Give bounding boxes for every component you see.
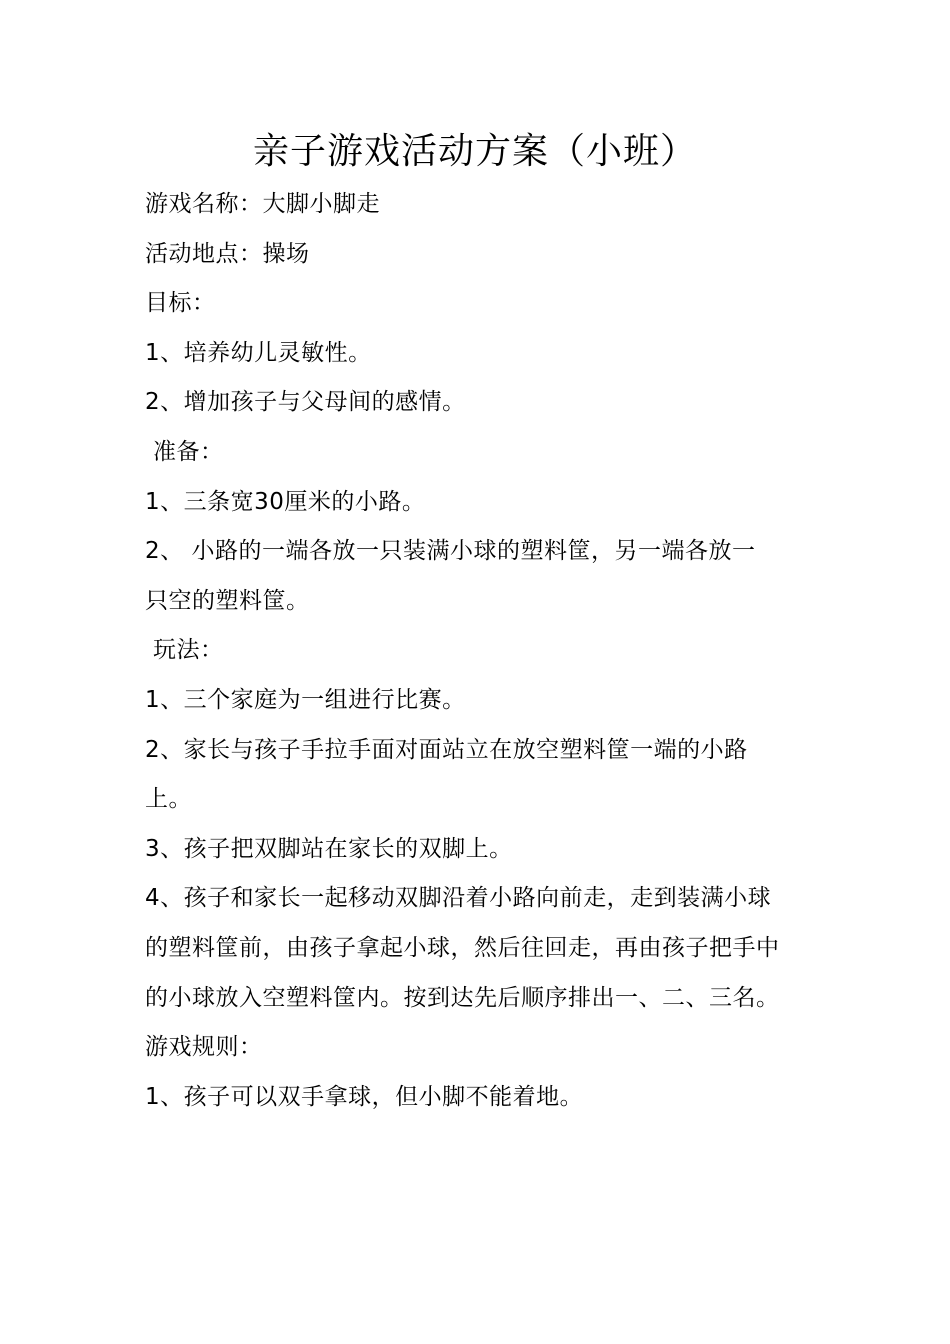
- game-name-line: 游戏名称：大脚小脚走: [145, 191, 380, 217]
- gameplay-item-4: 4、孩子和家长一起移动双脚沿着小路向前走，走到装满小球: [145, 885, 772, 912]
- gameplay-item-4-cont-1: 的塑料筐前，由孩子拿起小球，然后往回走，再由孩子把手中: [145, 934, 780, 961]
- goal-item-2: 2、增加孩子与父母间的感情。: [145, 389, 466, 416]
- document-body: [145, 180, 815, 1122]
- gameplay-item-2-cont: 上。: [145, 786, 192, 813]
- goal-item-1: 1、培养幼儿灵敏性。: [145, 339, 372, 366]
- preparation-heading: 准备：: [153, 438, 224, 465]
- goals-heading: 目标：: [145, 290, 216, 317]
- gameplay-heading: 玩法：: [153, 637, 224, 664]
- gameplay-item-4-cont-2: 的小球放入空塑料筐内。按到达先后顺序排出一、二、三名。: [145, 984, 780, 1011]
- gameplay-item-3: 3、孩子把双脚站在家长的双脚上。: [145, 835, 513, 862]
- gameplay-item-2: 2、家长与孩子手拉手面对面站立在放空塑料筐一端的小路: [145, 736, 748, 763]
- preparation-item-1: 1、三条宽30厘米的小路。: [145, 488, 426, 515]
- preparation-item-2-cont: 只空的塑料筐。: [145, 587, 310, 614]
- document-title: 亲子游戏活动方案（小班）: [252, 131, 697, 172]
- location-line: 活动地点：操场: [145, 240, 310, 267]
- preparation-item-2: 2、 小路的一端各放一只装满小球的塑料筐，另一端各放一: [145, 538, 756, 565]
- gameplay-item-1: 1、三个家庭为一组进行比赛。: [145, 686, 466, 713]
- rules-heading: 游戏规则：: [145, 1034, 263, 1061]
- rule-item-1: 1、孩子可以双手拿球，但小脚不能着地。: [145, 1083, 584, 1110]
